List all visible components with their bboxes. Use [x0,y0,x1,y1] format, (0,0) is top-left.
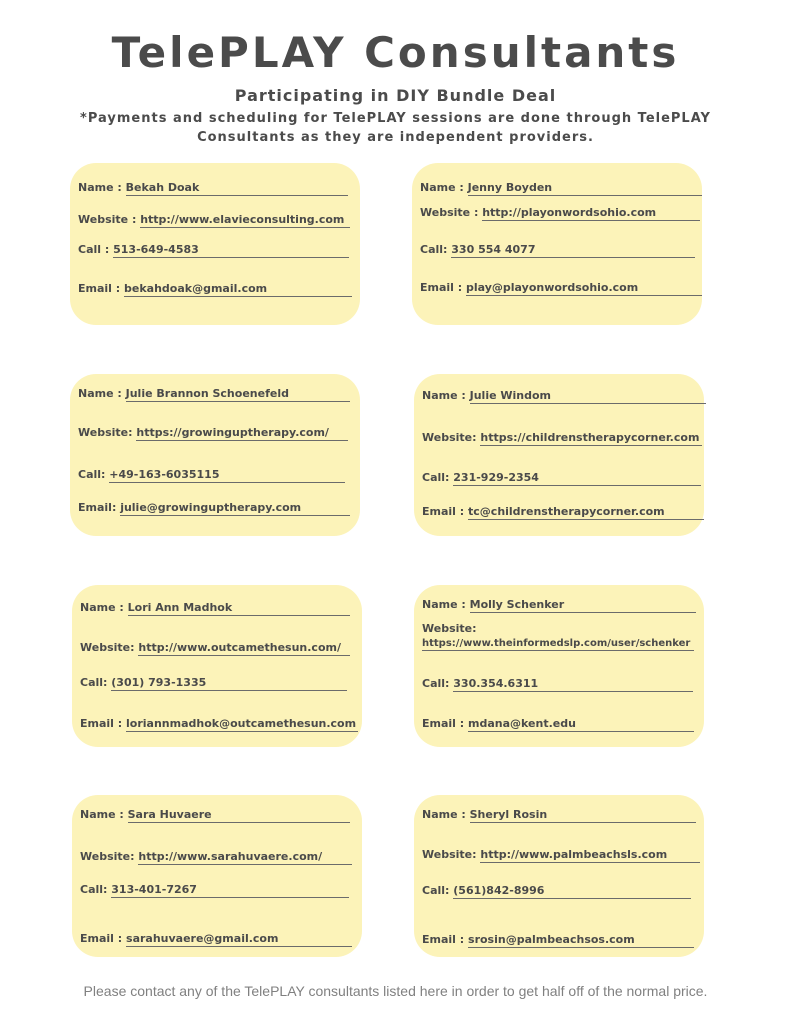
email-label: Email : [80,717,123,730]
email-row [78,501,348,516]
website-link[interactable]: https://childrenstherapycorner.com [480,431,702,446]
name-value: Sheryl Rosin [470,808,696,823]
email-link[interactable]: tc@childrenstherapycorner.com [468,505,704,520]
website-label: Website: [422,622,477,635]
website-label: Website: [80,850,135,863]
call-label: Call: [422,884,450,897]
email-row [422,505,692,520]
website-link[interactable]: http://www.palmbeachsls.com [480,848,700,863]
website-label: Website: [80,641,135,654]
name-row [78,387,348,402]
payment-note-line-1: *Payments and scheduling for TelePLAY sessions are done through TelePLAY [80,111,711,126]
name-row [422,598,692,613]
name-label: Name : [422,389,466,402]
name-label: Name : [422,808,466,821]
call-value: +49-163-6035115 [109,468,345,483]
email-row [422,933,692,948]
call-label: Call: [80,883,108,896]
name-value: Lori Ann Madhok [128,601,350,616]
consultant-card-bekah-doak [70,163,360,325]
website-row [422,622,692,651]
name-label: Name : [80,808,124,821]
call-value: 330 554 4077 [451,243,695,258]
email-link[interactable]: srosin@palmbeachsos.com [468,933,694,948]
email-link[interactable]: mdana@kent.edu [468,717,694,732]
website-label: Website: [422,848,477,861]
email-row [78,282,348,297]
call-value: 330.354.6311 [453,677,693,692]
email-row [80,717,357,732]
name-row [80,601,350,616]
call-label: Call: [422,471,450,484]
website-link[interactable]: http://playonwordsohio.com [482,206,700,221]
payment-note-line-2: Consultants as they are independent providers. [197,130,594,145]
call-label: Call: [80,676,108,689]
name-value: Julie Windom [470,389,706,404]
website-label: Website: [78,426,133,439]
call-row [422,677,692,692]
name-label: Name : [78,387,122,400]
call-row [422,884,692,899]
page-subtitle: Participating in DIY Bundle Deal [234,86,557,105]
call-value: (561)842-8996 [453,884,691,899]
call-row [80,676,350,691]
consultant-card-sheryl-rosin [414,795,704,957]
call-value: 231-929-2354 [453,471,701,486]
email-row [420,281,690,296]
call-label: Call: [420,243,448,256]
name-row [420,181,690,196]
call-label: Call: [78,468,106,481]
email-link[interactable]: loriannmadhok@outcamethesun.com [126,717,357,730]
email-link[interactable]: julie@growinguptherapy.com [120,501,350,516]
consultant-card-lori-ann-madhok [72,585,362,747]
email-label: Email : [422,933,465,946]
call-label: Call: [422,677,450,690]
website-link[interactable]: http://www.sarahuvaere.com/ [138,850,352,865]
website-row [422,431,700,446]
name-label: Name : [78,181,122,194]
email-row [80,932,350,947]
email-row [422,717,692,732]
footer-note: Please contact any of the TelePLAY consultants listed here in order to get half off of the normal price. [83,983,708,999]
payment-note [60,109,731,147]
name-value: Julie Brannon Schoenefeld [126,387,350,402]
email-label: Email : [422,505,465,518]
website-label: Website : [78,213,137,226]
consultant-card-jenny-boyden [412,163,702,325]
website-row [78,426,348,441]
name-value: Molly Schenker [470,598,696,613]
website-link[interactable]: http://www.outcamethesun.com/ [138,641,350,656]
website-row [80,850,350,865]
name-label: Name : [80,601,124,614]
name-value: Sara Huvaere [128,808,350,823]
consultant-card-molly-schenker [414,585,704,747]
email-link[interactable]: play@playonwordsohio.com [466,281,702,296]
call-row [420,243,690,258]
name-row [78,181,348,196]
consultant-card-julie-windom [414,374,704,536]
email-label: Email: [78,501,117,514]
name-row [80,808,350,823]
call-row [78,243,348,258]
email-label: Email : [422,717,465,730]
call-row [80,883,350,898]
call-row [78,468,348,483]
website-link[interactable]: https://www.theinformedslp.com/user/schenker [422,638,694,651]
website-label: Website: [422,431,477,444]
email-link[interactable]: bekahdoak@gmail.com [124,282,352,297]
website-row [420,206,690,221]
call-value: (301) 793-1335 [111,676,347,691]
call-row [422,471,692,486]
name-value: Jenny Boyden [468,181,702,196]
name-label: Name : [422,598,466,611]
consultant-card-julie-brannon-schoenefeld [70,374,360,536]
call-label: Call : [78,243,110,256]
website-row [422,848,692,863]
email-link[interactable]: sarahuvaere@gmail.com [126,932,352,947]
email-label: Email : [80,932,123,945]
website-label: Website : [420,206,479,219]
email-label: Email : [420,281,463,294]
website-link[interactable]: https://growinguptherapy.com/ [136,426,348,441]
website-row [78,213,348,228]
call-value: 513-649-4583 [113,243,349,258]
call-value: 313-401-7267 [111,883,349,898]
website-row [80,641,350,656]
website-link[interactable]: http://www.elavieconsulting.com [140,213,350,228]
name-row [422,808,692,823]
name-value: Bekah Doak [126,181,348,196]
consultant-card-sara-huvaere [72,795,362,957]
email-label: Email : [78,282,121,295]
name-label: Name : [420,181,464,194]
page-title: TelePLAY Consultants [111,28,680,77]
name-row [422,389,692,404]
